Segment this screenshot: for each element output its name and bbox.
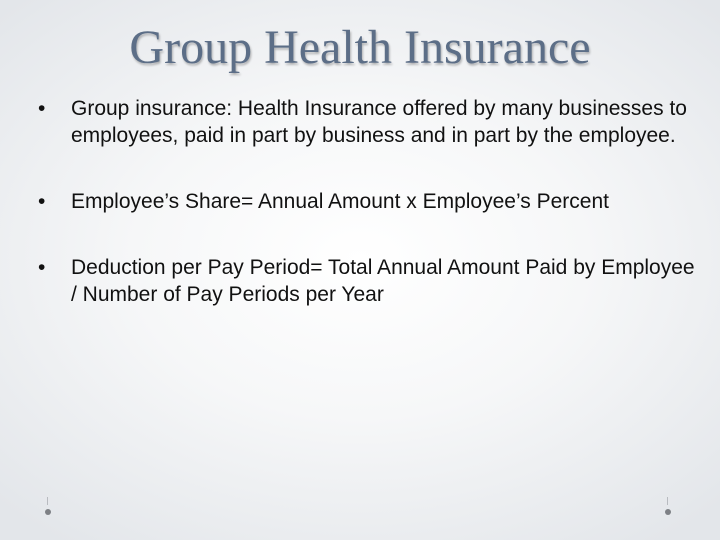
decorative-dot-right-icon	[665, 509, 671, 515]
bullet-list	[38, 95, 698, 308]
slide-title: Group Health Insurance	[129, 21, 591, 74]
decorative-line-left	[47, 497, 48, 505]
bullet-icon: •	[38, 97, 46, 120]
bullet-icon: •	[38, 256, 46, 279]
bullet-icon: •	[38, 190, 46, 213]
decorative-dot-left-icon	[45, 509, 51, 515]
bullet-item-deduction-per-pay-period	[38, 254, 698, 308]
bullet-text: Employee’s Share= Annual Amount x Employee’s Percent	[71, 190, 609, 213]
bullet-item-group-insurance	[38, 95, 698, 149]
bullet-item-employee-share	[38, 188, 698, 215]
bullet-text: Deduction per Pay Period= Total Annual Amount Paid by Employee / Number of Pay Periods per Year	[71, 256, 695, 306]
bullet-text: Group insurance: Health Insurance offered by many businesses to employees, paid in part by business and in part by the employee.	[71, 97, 687, 147]
decorative-line-right	[667, 497, 668, 505]
